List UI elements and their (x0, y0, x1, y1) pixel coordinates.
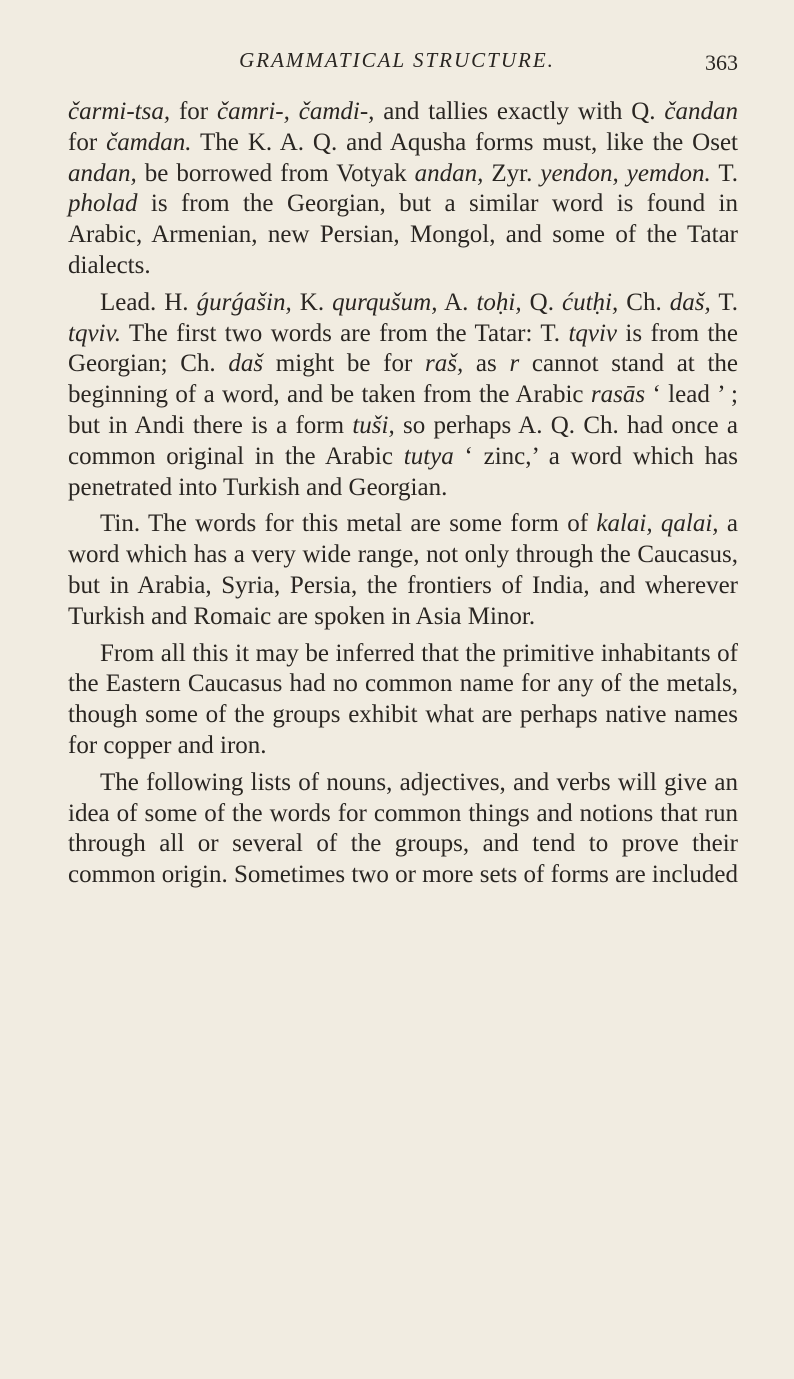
italic-term: kalai, qalai, (596, 510, 719, 538)
paragraph-5 (68, 768, 738, 891)
text-run: A. (437, 288, 477, 316)
text-run: The following lists of nouns, adjectives, and verbs will give an idea of some of the words for common things and notions that run through all or several of the groups, and tend to prove their common origin. Sometimes two or more sets of forms are included (68, 768, 739, 889)
italic-term: ćutḥi, (562, 288, 619, 316)
text-run: Q. (521, 288, 562, 316)
italic-term: rasās (590, 381, 646, 409)
italic-term: qurqušum, (332, 288, 438, 316)
italic-term: pholad (68, 190, 138, 218)
italic-term: raš, (425, 350, 464, 378)
paragraph-1 (68, 97, 738, 282)
italic-term: čamdan. (106, 128, 192, 156)
text-run: for (170, 98, 217, 125)
text-run: and tallies exactly with Q. (374, 98, 665, 125)
text-run: be borrowed from Votyak (136, 159, 415, 187)
italic-term: yendon, yemdon. (540, 159, 711, 187)
text-run: cannot stand at the beginning of a word, and be taken from the Arabic (68, 350, 738, 409)
text-run (290, 98, 299, 125)
italic-term: čamdi-, (298, 98, 375, 125)
italic-term: čandan (664, 98, 739, 125)
body-text (68, 97, 738, 897)
text-run: T. (710, 159, 738, 187)
italic-term: daš (228, 350, 264, 378)
text-run: Lead. H. (100, 288, 197, 316)
paragraph-3 (68, 509, 738, 632)
italic-term: andan, (68, 159, 137, 187)
paragraph-2 (68, 288, 738, 504)
text-run: ‘ lead ’ ; but in Andi there is a form (68, 381, 738, 439)
text-run: K. (291, 288, 333, 316)
text-run: ‘ zinc,’ a word which has penetrated into Turkish and Georgian. (68, 442, 738, 501)
text-run: The first two words are from the Tatar: T. (120, 319, 569, 347)
text-run: for (68, 128, 107, 156)
italic-term: daš, (669, 288, 711, 316)
italic-term: toḥi, (476, 288, 522, 316)
italic-term: tuši, (352, 411, 395, 439)
text-run: Zyr. (483, 159, 541, 187)
text-run: as (463, 350, 510, 378)
italic-term: r (509, 350, 520, 378)
italic-term: ǵurǵašin, (196, 288, 292, 316)
italic-term: tqviv (568, 319, 618, 347)
text-run: might be for (263, 350, 425, 378)
italic-term: andan, (414, 159, 484, 187)
text-run: a word which has a very wide range, not only through the Caucasus, but in Arabia, Syria, Persia, the frontiers of India, and wherever Turkish and Romaic are spoken in Asia Minor. (68, 510, 738, 630)
italic-term: čarmi-tsa, (68, 98, 171, 125)
text-run: From all this it may be inferred that the primitive inhabitants of the Eastern Caucasus had no common name for any of the metals, though some of the groups exhibit what are perhaps native names for copper and iron. (68, 639, 738, 759)
page-header (0, 46, 794, 78)
text-run: Ch. (618, 288, 670, 316)
text-run: Tin. The words for this metal are some form of (100, 510, 597, 538)
text-run: T. (710, 288, 738, 316)
running-head: GRAMMATICAL STRUCTURE. (239, 48, 555, 72)
italic-term: tqviv. (68, 319, 121, 347)
italic-term: čamri-, (216, 98, 290, 125)
text-run: is from the Georgian; Ch. (68, 319, 738, 378)
page-number: 363 (705, 50, 738, 75)
text-run: so perhaps A. Q. Ch. had once a common original in the Arabic (68, 411, 739, 470)
paragraph-4 (68, 639, 738, 762)
text-run: is from the Georgian, but a similar word is found in Arabic, Armenian, new Persian, Mongol, and some of the Tatar dialects. (68, 190, 738, 279)
text-run: The K. A. Q. and Aqusha forms must, like the Oset (191, 128, 738, 156)
italic-term: tutya (403, 442, 454, 470)
